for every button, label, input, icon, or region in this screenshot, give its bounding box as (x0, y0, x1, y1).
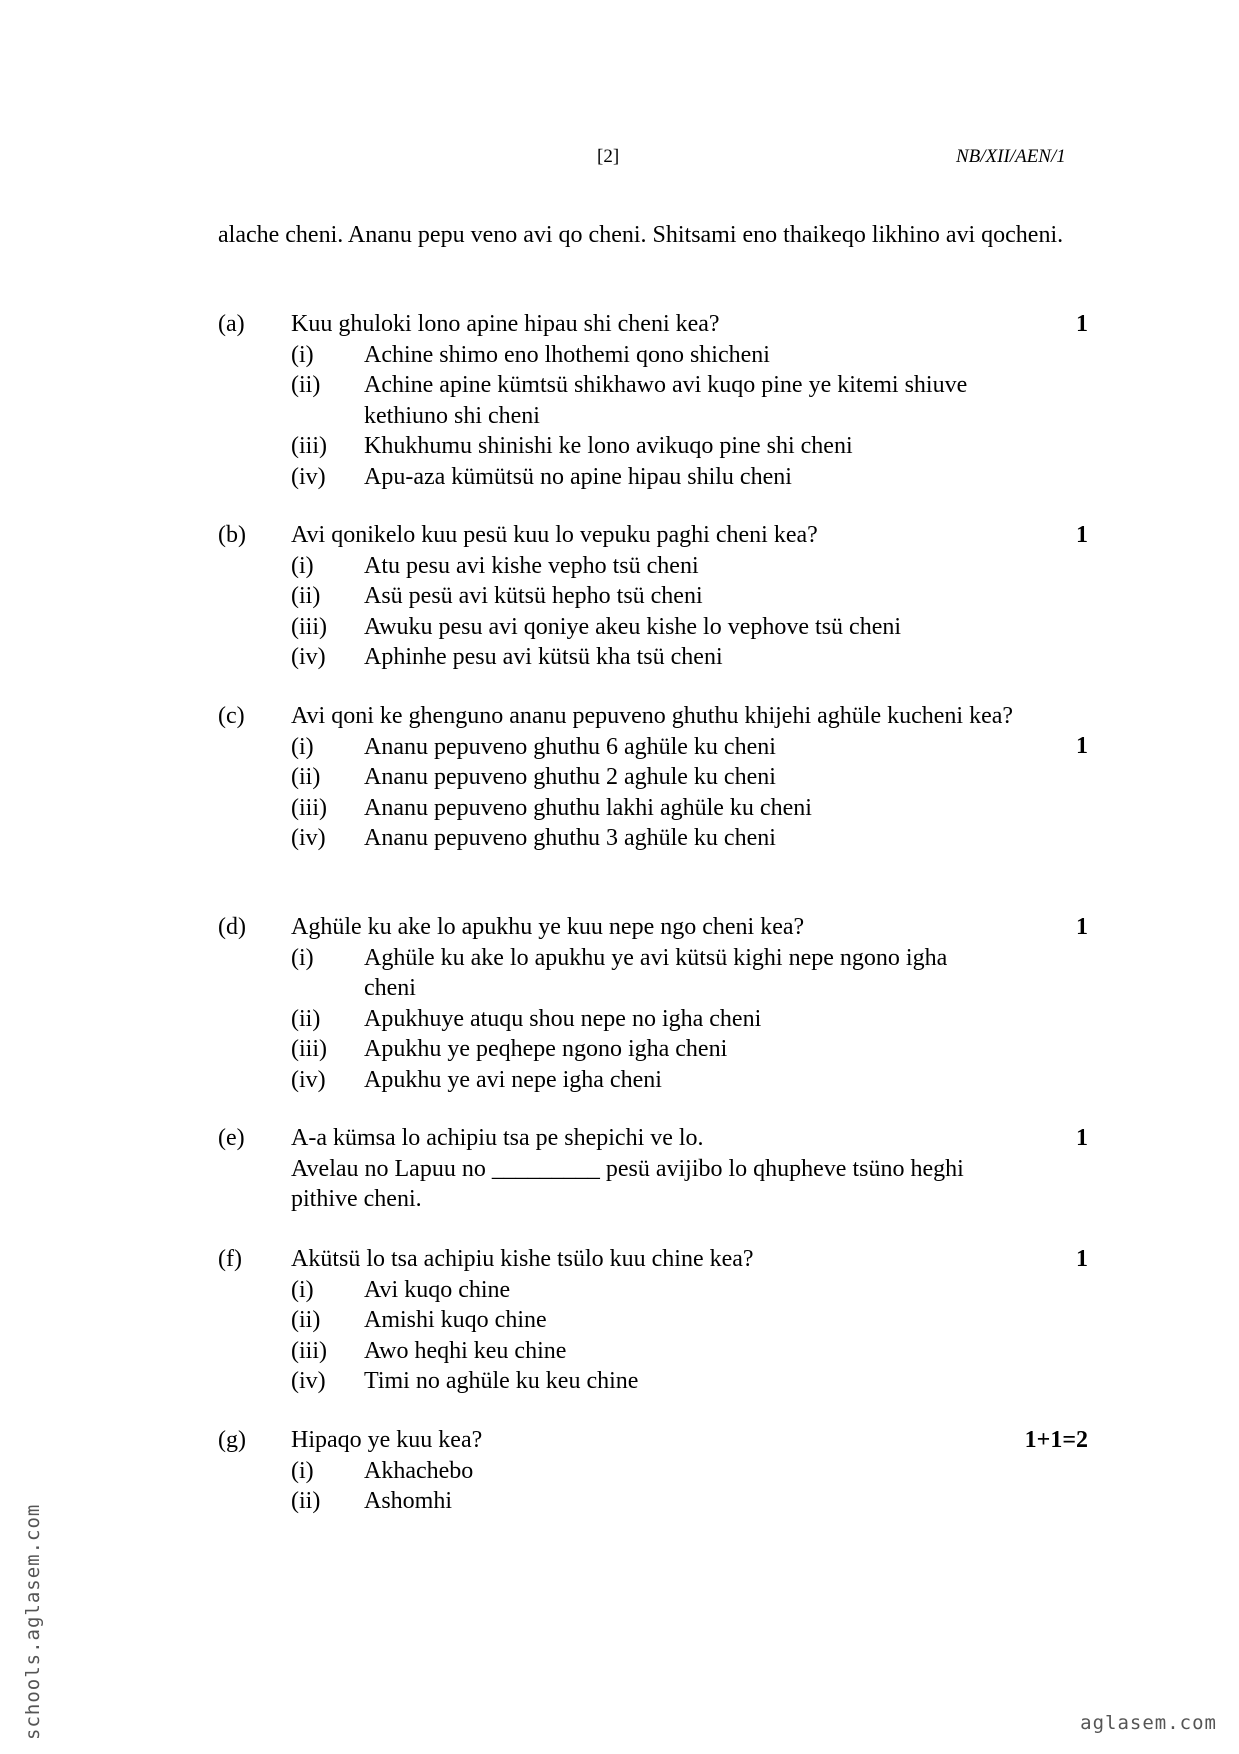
option-number: (ii) (291, 372, 321, 398)
option (218, 762, 1088, 793)
option-number: (iv) (291, 463, 326, 490)
option-text: Achine apine kümtsü shikhawo avi kuqo pine ye kitemi shiuve kethiuno shi cheni (364, 372, 968, 429)
question-fill-in-blank: Avelau no Lapuu no _________ pesü avijibo lo qhupheve tsüno heghi pithive cheni. (291, 1155, 964, 1212)
option (218, 1034, 1088, 1065)
option-text: Ananu pepuveno ghuthu lakhi aghüle ku cheni (364, 794, 812, 821)
option-text: Khukhumu shinishi ke lono avikuqo pine shi cheni (364, 433, 853, 459)
option-number: (ii) (291, 764, 321, 790)
intro-paragraph: alache cheni. Ananu pepu veno avi qo cheni. Shitsami eno thaikeqo likhino avi qocheni. (218, 222, 1064, 248)
side-watermark: schools.aglasem.com (22, 1503, 44, 1740)
option-text: Asü pesü avi kütsü hepho tsü cheni (364, 583, 703, 609)
option (218, 1486, 1088, 1517)
question-e (218, 1123, 1088, 1215)
option-number: (i) (291, 733, 314, 760)
question-label: (g) (218, 1427, 246, 1453)
option-text: Avi kuqo chine (364, 1276, 511, 1303)
option-number: (i) (291, 1457, 314, 1484)
option-text: Amishi kuqo chine (364, 1307, 547, 1333)
question-marks: 1 (1076, 1125, 1088, 1151)
question-text: Akütsü lo tsa achipiu kishe tsülo kuu chine kea? (291, 1246, 754, 1272)
option (218, 340, 1088, 371)
option-text: Ananu pepuveno ghuthu 3 aghüle ku cheni (364, 825, 776, 851)
option (218, 732, 1088, 763)
option-text: Awuku pesu avi qoniye akeu kishe lo vephove tsü cheni (364, 613, 902, 640)
question-text: Hipaqo ye kuu kea? (291, 1427, 483, 1453)
option-number: (iii) (291, 613, 327, 640)
option (218, 612, 1088, 643)
option-number: (iv) (291, 1368, 326, 1394)
option-number: (iii) (291, 1337, 327, 1364)
option-text: Apukhuye atuqu shou nepe no igha cheni (364, 1005, 762, 1032)
question-d (218, 912, 1088, 1095)
option (218, 462, 1088, 493)
question-text: Aghüle ku ake lo apukhu ye kuu nepe ngo cheni kea? (291, 914, 805, 940)
question-a (218, 309, 1088, 492)
option-number: (ii) (291, 1488, 321, 1514)
option (218, 642, 1088, 673)
question-text: A-a kümsa lo achipiu tsa pe shepichi ve lo. (291, 1125, 704, 1151)
question-label: (e) (218, 1125, 245, 1151)
option-number: (i) (291, 341, 314, 368)
question-text: Kuu ghuloki lono apine hipau shi cheni kea? (291, 311, 720, 337)
option-text: Aphinhe pesu avi kütsü kha tsü cheni (364, 644, 723, 670)
option-number: (iv) (291, 1066, 326, 1093)
option (218, 1004, 1088, 1035)
paper-code: NB/XII/AEN/1 (956, 146, 1066, 167)
question-label: (a) (218, 311, 245, 337)
option-number: (i) (291, 552, 314, 579)
option-text: Awo heqhi keu chine (364, 1337, 567, 1364)
option-text: Atu pesu avi kishe vepho tsü cheni (364, 552, 699, 579)
option (218, 1336, 1088, 1367)
option-number: (iii) (291, 433, 327, 459)
question-label: (c) (218, 703, 245, 729)
question-label: (f) (218, 1246, 242, 1272)
option-number: (iii) (291, 1036, 327, 1062)
option (218, 943, 1088, 1004)
option-number: (i) (291, 1276, 314, 1303)
option-text: Aghüle ku ake lo apukhu ye avi kütsü kighi nepe ngono igha cheni (364, 944, 948, 1001)
question-marks: 1+1=2 (1024, 1427, 1088, 1453)
question-f (218, 1244, 1088, 1397)
question-c (218, 701, 1088, 854)
option-number: (ii) (291, 583, 321, 609)
option-number: (i) (291, 944, 314, 971)
option-number: (iv) (291, 644, 326, 670)
question-text: Avi qoni ke ghenguno ananu pepuveno ghuthu khijehi aghüle kucheni kea? (291, 703, 1014, 729)
question-marks: 1 (1076, 311, 1088, 337)
question-marks: 1 (1076, 522, 1088, 548)
question-marks: 1 (1076, 1246, 1088, 1272)
option (218, 1366, 1088, 1397)
option (218, 793, 1088, 824)
question-label: (b) (218, 522, 246, 548)
option-text: Apu-aza kümütsü no apine hipau shilu cheni (364, 463, 792, 490)
option-text: Apukhu ye peqhepe ngono igha cheni (364, 1036, 728, 1062)
question-label: (d) (218, 914, 246, 940)
corner-watermark: aglasem.com (1080, 1712, 1217, 1734)
question-g (218, 1425, 1088, 1517)
page-number: [2] (597, 146, 620, 167)
option (218, 1065, 1088, 1096)
option (218, 431, 1088, 462)
option-text: Timi no aghüle ku keu chine (364, 1368, 639, 1394)
option-text: Ashomhi (364, 1488, 453, 1514)
option-text: Ananu pepuveno ghuthu 2 aghule ku cheni (364, 764, 776, 790)
option (218, 1275, 1088, 1306)
option-number: (iii) (291, 794, 327, 821)
option (218, 1305, 1088, 1336)
option-text: Akhachebo (364, 1457, 474, 1484)
option (218, 551, 1088, 582)
option-number: (ii) (291, 1307, 321, 1333)
option-text: Apukhu ye avi nepe igha cheni (364, 1066, 662, 1093)
option-number: (iv) (291, 825, 326, 851)
option (218, 1456, 1088, 1487)
option-text: Ananu pepuveno ghuthu 6 aghüle ku cheni (364, 733, 776, 760)
option (218, 823, 1088, 854)
question-text: Avi qonikelo kuu pesü kuu lo vepuku paghi cheni kea? (291, 522, 818, 548)
question-marks: 1 (1076, 733, 1088, 759)
option (218, 581, 1088, 612)
question-b (218, 520, 1088, 673)
option (218, 370, 1088, 431)
option-text: Achine shimo eno lhothemi qono shicheni (364, 341, 770, 368)
question-marks: 1 (1076, 914, 1088, 940)
option-number: (ii) (291, 1005, 321, 1032)
